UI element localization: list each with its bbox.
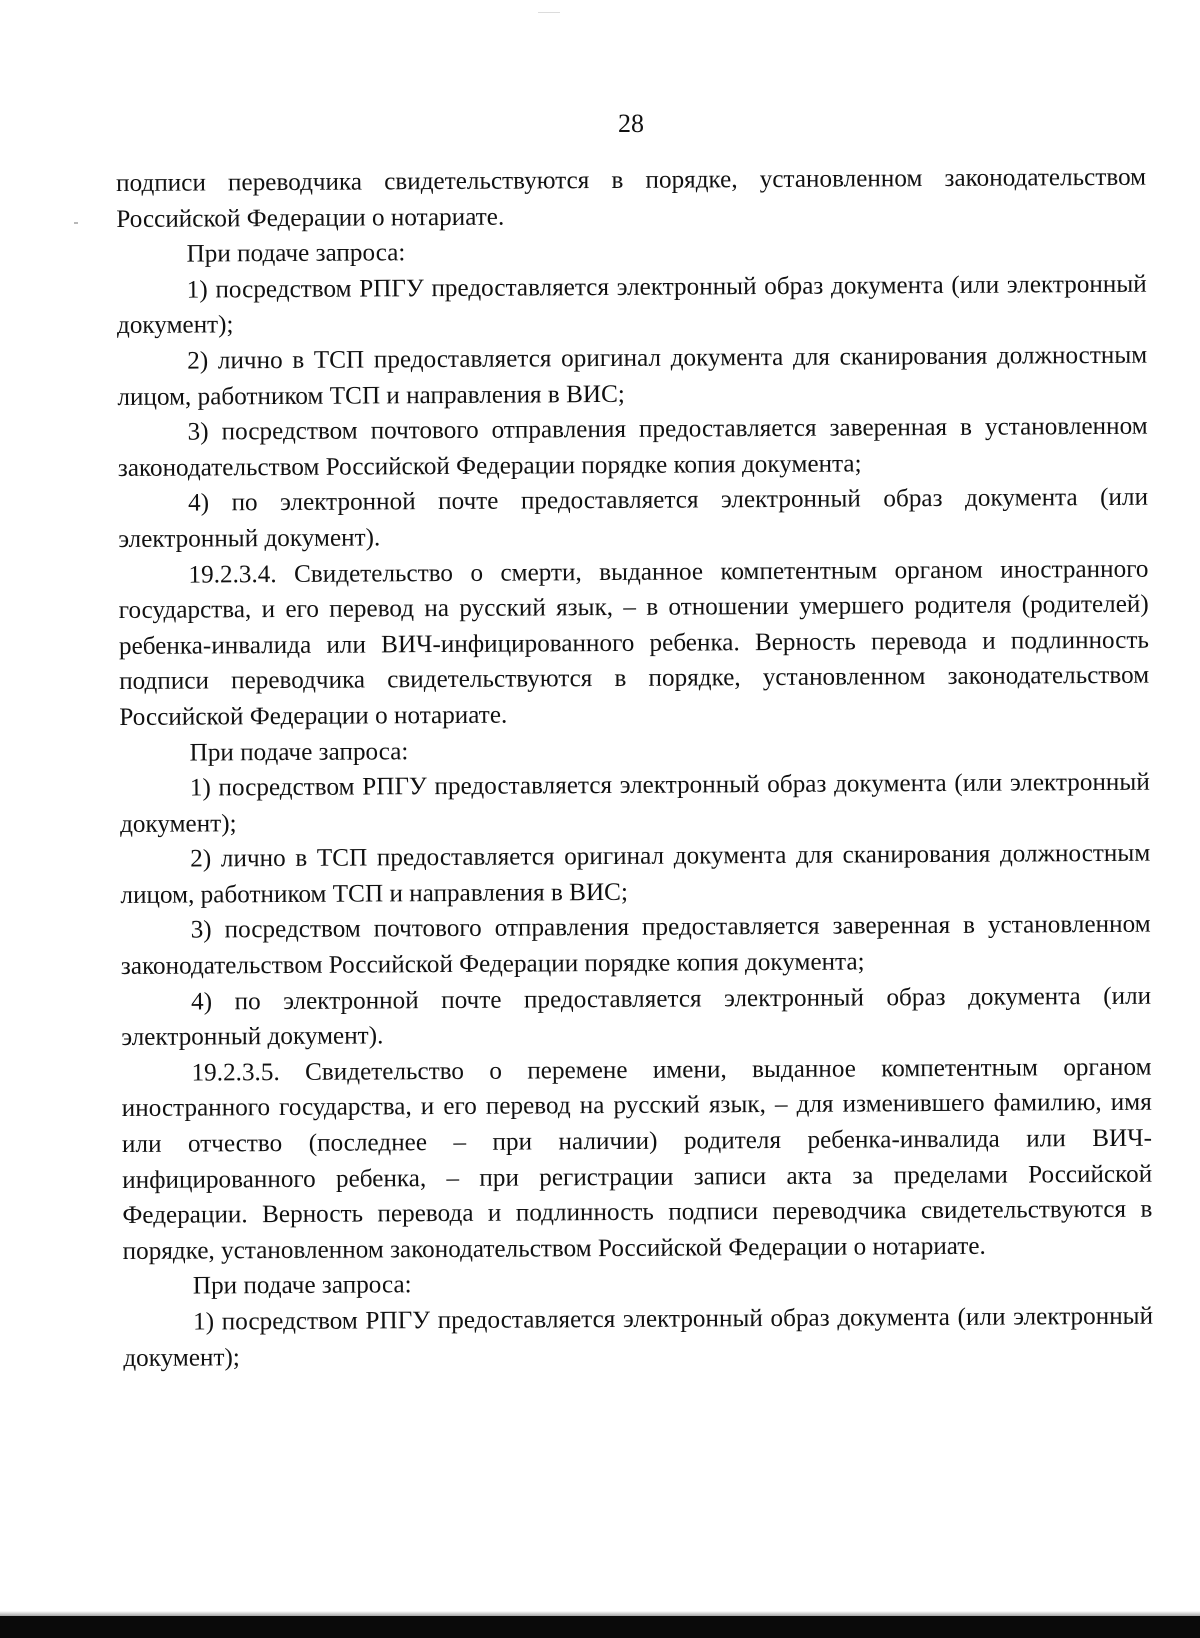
paragraph-list-item: 3) посредством почтового отправления предоставляется заверенная в установленном законодательством Российской Федерации порядке копия документа; [120, 911, 1151, 981]
paragraph-section-19-2-3-5: 19.2.3.5. Свидетельство о перемене имени, выданное компетентным органом иностранного государства, и его перевод на русский язык, – для изменившего фамилию, имя или отчество (последнее – при наличии) родителя ребенка-инвалида или ВИЧ-инфицированного ребенка, – при регистрации записи акта за пределами Российской Федерации. Верность перевода и подлинность подписи переводчика свидетельствуются в порядке, установленном законодательством Российской Федерации о нотариате. [121, 1053, 1153, 1265]
paragraph-list-item: 1) посредством РПГУ предоставляется электронный образ документа (или электронный документ); [116, 270, 1147, 340]
scan-bottom-edge [0, 1616, 1200, 1638]
paragraph-submission-heading: При подаче запроса: [189, 737, 409, 767]
paragraph-list-item: 2) лично в ТСП предоставляется оригинал документа для сканирования должностным лицом, работником ТСП и направления в ВИС; [120, 839, 1151, 909]
paragraph-list-item: 1) посредством РПГУ предоставляется электронный образ документа (или электронный документ); [119, 768, 1150, 838]
document-body [116, 160, 1153, 1376]
paragraph-list-item: 1) посредством РПГУ предоставляется электронный образ документа (или электронный документ); [123, 1302, 1154, 1372]
paragraph-list-item: 3) посредством почтового отправления предоставляется заверенная в установленном законодательством Российской Федерации порядке копия документа; [117, 412, 1148, 482]
paragraph-list-item: 4) по электронной почте предоставляется электронный образ документа (или электронный документ). [121, 982, 1152, 1052]
paragraph-list-item: 4) по электронной почте предоставляется электронный образ документа (или электронный документ). [118, 484, 1149, 553]
page-number: 28 [618, 109, 644, 138]
paragraph-submission-heading: При подаче запроса: [186, 239, 406, 268]
scan-speck [538, 12, 560, 13]
paragraph-submission-heading: При подаче запроса: [192, 1271, 412, 1300]
paragraph-continuation: подписи переводчика свидетельствуются в порядке, установленном законодательством Российской Федерации о нотариате. [116, 163, 1147, 233]
scan-margin-mark [74, 222, 78, 224]
paragraph-section-19-2-3-4: 19.2.3.4. Свидетельство о смерти, выданное компетентным органом иностранного государства, и его перевод на русский язык, – в отношении умершего родителя (родителей) ребенка-инвалида или ВИЧ-инфицированного ребенка. Верность перевода и подлинность подписи переводчика свидетельствуются в порядке, установленном законодательством Российской Федерации о нотариате. [118, 555, 1150, 731]
paragraph-list-item: 2) лично в ТСП предоставляется оригинал документа для сканирования должностным лицом, работником ТСП и направления в ВИС; [117, 341, 1148, 411]
